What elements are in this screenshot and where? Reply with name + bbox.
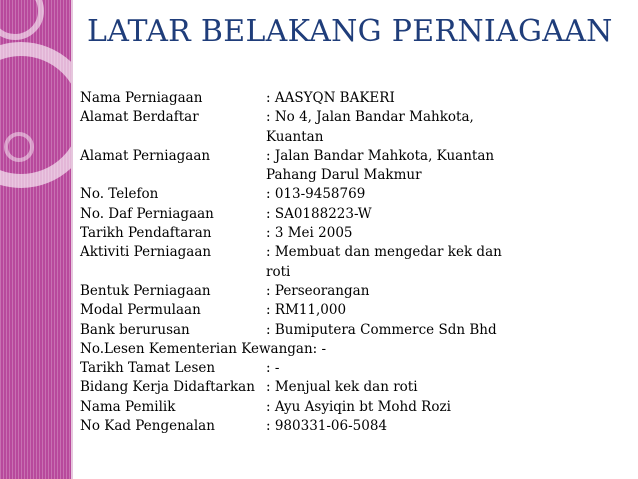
sidebar-divider	[71, 0, 73, 479]
detail-value: : No 4, Jalan Bandar Mahkota, Kuantan	[266, 109, 474, 145]
detail-label: Tarikh Pendaftaran	[80, 225, 212, 242]
detail-label: Alamat Perniagaan	[80, 147, 211, 164]
detail-label: Aktiviti Perniagaan	[80, 244, 212, 261]
detail-value: : RM11,000	[266, 302, 347, 319]
detail-row-business-form	[80, 282, 630, 301]
detail-value: : -	[266, 360, 280, 377]
detail-label: Tarikh Tamat Lesen	[80, 360, 216, 377]
detail-label: Bank berurusan	[80, 321, 190, 338]
detail-row-business-name	[80, 89, 630, 108]
detail-label: Bentuk Perniagaan	[80, 282, 211, 299]
detail-row-phone	[80, 185, 630, 204]
detail-row-business-address	[80, 147, 630, 186]
detail-label: No. Telefon	[80, 186, 159, 203]
detail-row-bank	[80, 321, 630, 340]
detail-value: : Menjual kek dan roti	[266, 379, 418, 396]
detail-row-business-activity	[80, 243, 630, 282]
detail-value: : 013-9458769	[266, 186, 366, 203]
detail-row-registration-number	[80, 205, 630, 224]
detail-label: Bidang Kerja Didaftarkan	[80, 379, 255, 396]
detail-label: Nama Pemilik	[80, 398, 176, 415]
detail-label: No Kad Pengenalan	[80, 418, 215, 435]
detail-label: Nama Perniagaan	[80, 90, 203, 106]
detail-row-registered-address	[80, 108, 630, 147]
detail-full-line: No.Lesen Kementerian Kewangan: -	[80, 340, 327, 357]
detail-row-ic-number	[80, 417, 630, 436]
detail-row-registration-date	[80, 224, 630, 243]
detail-row-owner-name	[80, 398, 630, 417]
detail-value: : AASYQN BAKERI	[266, 90, 395, 106]
detail-value: : Bumiputera Commerce Sdn Bhd	[266, 321, 497, 338]
detail-value: : Perseorangan	[266, 282, 370, 299]
detail-label: Alamat Berdaftar	[80, 109, 199, 126]
ring-decoration-large	[0, 42, 71, 188]
detail-row-registered-work	[80, 378, 630, 397]
detail-value: : 3 Mei 2005	[266, 225, 353, 242]
detail-value: : Membuat dan mengedar kek dan roti	[266, 244, 502, 280]
ring-decoration-tiny	[4, 132, 34, 162]
detail-label: No. Daf Perniagaan	[80, 205, 214, 222]
detail-value: : SA0188223-W	[266, 205, 372, 222]
detail-value: : 980331-06-5084	[266, 418, 388, 435]
detail-value: : Jalan Bandar Mahkota, Kuantan Pahang Darul Makmur	[266, 147, 495, 184]
decorative-sidebar	[0, 0, 71, 479]
slide-title: LATAR BELAKANG PERNIAGAAN	[87, 14, 613, 49]
business-details	[80, 89, 630, 436]
detail-label: Modal Permulaan	[80, 302, 201, 319]
detail-row-finance-license	[80, 340, 630, 359]
detail-row-license-expiry	[80, 359, 630, 378]
detail-row-starting-capital	[80, 301, 630, 320]
detail-value: : Ayu Asyiqin bt Mohd Rozi	[266, 398, 451, 415]
ring-decoration-small	[0, 0, 44, 40]
